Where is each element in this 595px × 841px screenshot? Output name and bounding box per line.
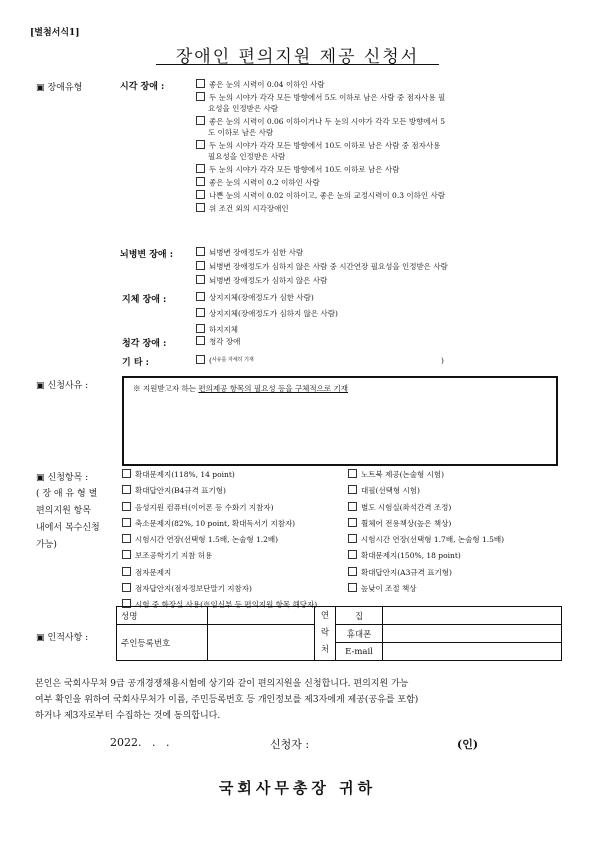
item-checkbox-l7[interactable] [122,567,131,576]
brain-option-2: 뇌병변 장애정도가 심하지 않은 사람 중 시간연장 필요성을 인정받은 사람 [209,262,448,271]
items-note-line-3: 내에서 복수신청 [36,523,100,533]
other-note: 사유를 자세히 기재 [211,357,254,363]
consent-line-2: 여부 확인을 위하여 국회사무처가 이름, 주민등록번호 등 개인정보를 제3자에게 제공(공유를 포함) [35,695,419,705]
date-line: 2022. . . [110,736,170,749]
other-close-paren: ) [441,356,444,365]
item-checkbox-r8[interactable] [348,583,357,592]
visual-option-4-cont: 필요성을 인정받은 사람 [208,152,286,161]
section-items: ▣ 신청항목 : [36,473,89,483]
name-field[interactable] [208,607,315,625]
name-label: 성명 [117,607,208,625]
item-checkbox-r5[interactable] [348,534,357,543]
item-checkbox-r6[interactable] [348,550,357,559]
other-open-paren: ( [209,356,212,365]
visual-option-7: 나쁜 눈의 시력이 0.02 이하이고, 좋은 눈의 교정시력이 0.3 이하인 사람 [209,191,445,200]
signer-label: 신청자 : [270,738,310,751]
visual-checkbox-6[interactable] [196,177,205,186]
item-l5: 시험시간 연장(선택형 1.5배, 논술형 1.2배) [135,535,279,545]
item-checkbox-l1[interactable] [122,469,131,478]
other-label: 기 타 : [122,358,149,368]
item-r7: 확대답안지(A3규격 표기형) [361,567,452,577]
items-note-line-2: 편의지원 항목 [36,506,92,516]
other-checkbox[interactable] [196,355,205,364]
title-underline [156,64,439,65]
seal-mark: (인) [457,738,479,751]
visual-option-2-cont: 요성을 인정받은 사람 [208,104,278,113]
item-l3: 음성지원 컴퓨터(이어폰 등 수화기 지참자) [135,502,274,512]
contact-char-3: 처 [320,645,330,655]
home-phone-field[interactable] [383,607,562,625]
items-right [348,469,504,594]
item-checkbox-l6[interactable] [122,550,131,559]
limb-option-2: 상지지체(장애정도가 심하지 않은 사람) [209,309,338,318]
item-checkbox-l4[interactable] [122,518,131,527]
item-r8: 높낮이 조절 책상 [361,584,417,594]
visual-checkbox-4[interactable] [196,140,205,149]
resident-no-label: 주인등록번호 [117,625,208,661]
section-personal: ▣ 인적사항 : [36,633,89,643]
visual-checkbox-1[interactable] [196,79,205,88]
brain-option-3: 뇌병변 장애정도가 심하지 않은 사람 [209,276,328,285]
item-checkbox-r7[interactable] [348,567,357,576]
mobile-label: 휴대폰 [336,625,383,643]
limb-options [196,292,338,335]
brain-label: 뇌병변 장애 : [120,250,174,260]
section-disability-type: ▣ 장애유형 [36,83,83,93]
contact-char-2: 락 [320,628,330,638]
limb-label: 지체 장애 : [122,295,167,305]
limb-checkbox-1[interactable] [196,292,205,301]
hearing-option: 청각 장애 [209,337,241,346]
visual-label: 시각 장애 : [120,82,165,92]
visual-option-2: 두 눈의 시야가 각각 모든 방향에서 5도 이하로 남은 사람 중 점자사용 필 [209,93,446,102]
limb-option-3: 하지지체 [209,325,238,334]
hearing-label: 청각 장애 : [122,339,167,349]
hearing-checkbox[interactable] [196,336,205,345]
brain-options [196,247,448,286]
visual-option-6: 좋은 눈의 시력이 0.2 이하인 사람 [209,178,320,187]
consent-line-1: 본인은 국회사무처 9급 공개경쟁채용시험에 상기와 같이 편의지원을 신청합니다. 편의지원 가능 [35,679,409,689]
visual-option-3-cont: 도 이하로 남은 사람 [208,128,274,137]
home-label: 집 [336,607,383,625]
item-checkbox-r4[interactable] [348,518,357,527]
item-checkbox-l3[interactable] [122,502,131,511]
items-note [36,486,100,554]
section-reason-label: 신청사유 : [47,381,89,391]
form-tag: [별첨서식1] [30,28,80,38]
item-checkbox-r1[interactable] [348,469,357,478]
item-r6: 확대문제지(150%, 18 point) [361,551,461,561]
item-l8: 점자답안지(점자정보단말기 지참자) [135,584,252,594]
item-l9: 시험 중 화장실 사용(※임신부 등 편의지원 항목 해당자) [135,600,318,610]
visual-option-5: 두 눈의 시야가 각각 모든 방향에서 10도 이하로 남은 사람 [209,165,400,174]
limb-option-1: 상지지체(장애정도가 심한 사람) [209,293,314,302]
email-label: E-mail [336,643,383,661]
item-r1: 노트북 제공(논술형 시험) [361,470,445,479]
visual-checkbox-7[interactable] [196,190,205,199]
brain-option-1: 뇌병변 장애정도가 심한 사람 [209,248,304,257]
visual-checkbox-5[interactable] [196,164,205,173]
visual-options [196,79,445,214]
visual-option-4: 두 눈의 시야가 각각 모든 방향에서 10도 이하로 남은 사람 중 점자사용 [209,141,441,150]
item-checkbox-l2[interactable] [122,485,131,494]
page-title: 장애인 편의지원 제공 신청서 [175,47,420,67]
email-field[interactable] [383,643,562,661]
visual-checkbox-2[interactable] [196,92,205,101]
brain-checkbox-1[interactable] [196,247,205,256]
item-checkbox-r3[interactable] [348,502,357,511]
mobile-field[interactable] [383,625,562,643]
items-left [122,469,317,611]
item-r4: 휠체어 전용책상(높은 책상) [361,518,452,528]
item-r5: 시험시간 연장(선택형 1.7배, 논술형 1.5배) [361,535,505,545]
visual-checkbox-3[interactable] [196,116,205,125]
brain-checkbox-3[interactable] [196,275,205,284]
personal-info-table [116,606,562,661]
contact-char-1: 연 [320,611,330,621]
items-note-line-1: ( 장 애 유 형 별 [36,489,98,499]
consent-line-3: 하거나 제3자로부터 수집하는 것에 동의합니다. [35,711,221,721]
item-l7: 점자문제지 [135,567,172,577]
recipient: 국회사무총장 귀하 [218,779,377,797]
section-items-label: 신청항목 : [47,473,89,483]
brain-checkbox-2[interactable] [196,261,205,270]
resident-no-field[interactable] [208,625,315,661]
visual-option-3: 좋은 눈의 시력이 0.06 이하이거나 두 눈의 시야가 각각 모든 방향에서 5 [209,117,446,126]
item-r3: 별도 시험실(좌석간격 조정) [361,502,452,512]
reason-underlined: 편의제공 항목의 필요성 등을 구체적으로 기재 [198,384,348,393]
limb-checkbox-3[interactable] [196,324,205,333]
visual-option-1: 좋은 눈의 시력이 0.04 이하인 사람 [209,80,325,89]
reason-prefix: ※ 지원받고자 하는 [133,384,199,393]
item-checkbox-r2[interactable] [348,485,357,494]
item-l4: 축소문제지(82%, 10 point, 확대독서기 지참자) [135,518,296,528]
consent-text [35,676,565,724]
items-note-line-4: 가능) [36,540,57,550]
contact-label [315,607,336,661]
item-checkbox-l5[interactable] [122,534,131,543]
item-checkbox-l8[interactable] [122,583,131,592]
reason-instruction [133,383,348,394]
item-l6: 보조공학기기 지참 허용 [135,551,213,561]
item-l2: 확대답안지(B4규격 표기형) [135,486,226,496]
visual-option-8: 위 조건 외의 시각장애인 [209,204,289,213]
item-r2: 대필(선택형 시험) [361,486,420,496]
item-l1: 확대문제지(118%, 14 point) [135,470,235,479]
section-personal-label: 인적사항 : [47,633,89,643]
section-disability-type-label: 장애유형 [47,83,83,93]
limb-checkbox-2[interactable] [196,308,205,317]
visual-checkbox-8[interactable] [196,203,205,212]
section-reason: ▣ 신청사유 : [36,381,89,391]
